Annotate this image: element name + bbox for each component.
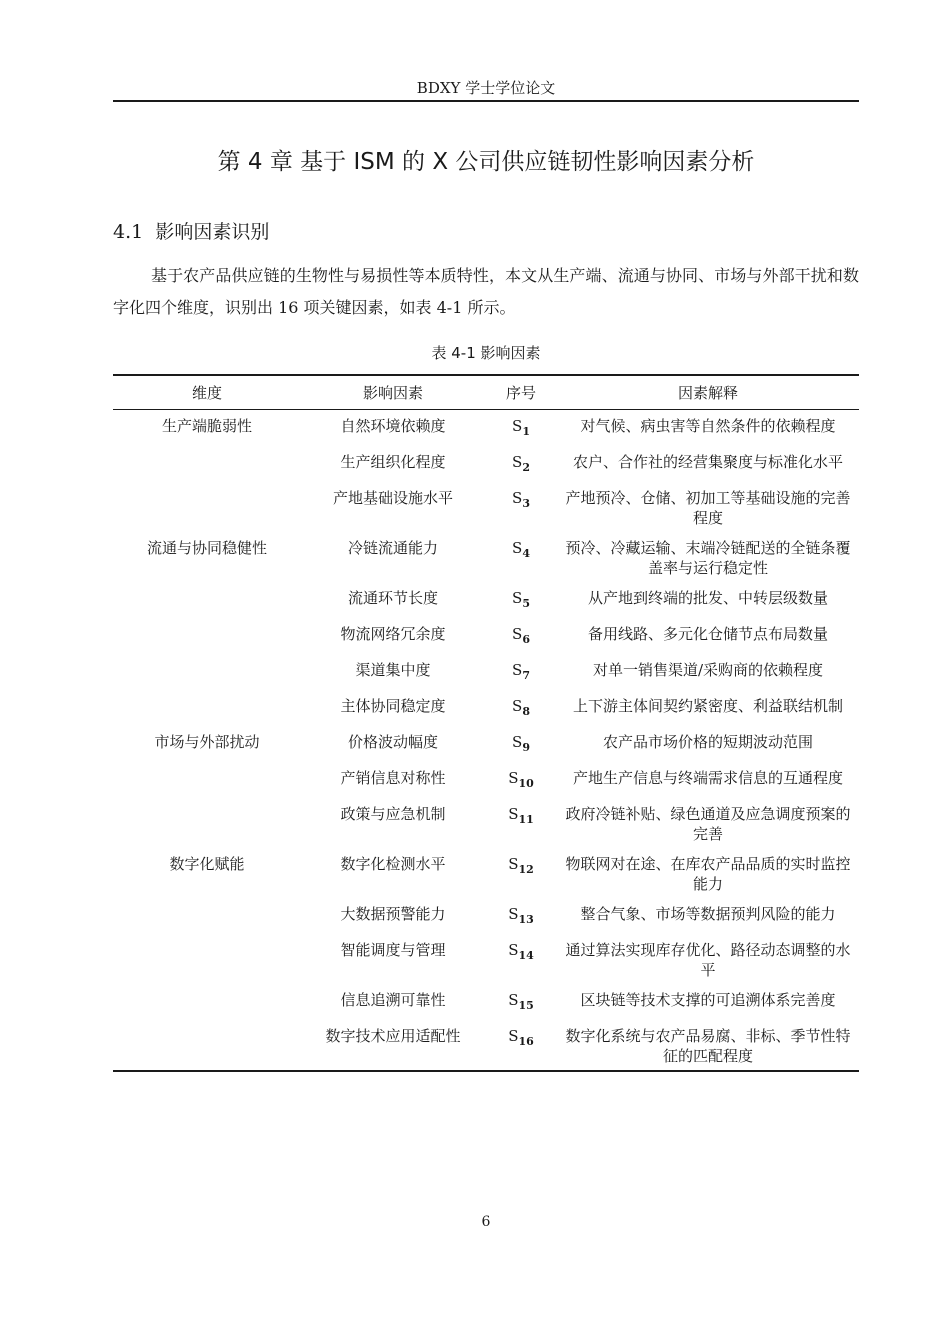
- header-factor: 影响因素: [301, 375, 485, 410]
- cell-id: [485, 654, 557, 690]
- cell-explanation: 产地预冷、仓储、初加工等基础设施的完善程度: [565, 489, 851, 527]
- cell-id: [485, 848, 557, 898]
- id-base: S: [512, 539, 523, 557]
- cell-factor: 物流网络冗余度: [340, 625, 446, 643]
- cell-factor: 渠道集中度: [355, 661, 431, 679]
- cell-explanation: 政府冷链补贴、绿色通道及应急调度预案的完善: [565, 805, 851, 843]
- cell-dimension: 数字化赋能: [169, 855, 245, 873]
- table-row: [113, 446, 859, 482]
- cell-explanation: 通过算法实现库存优化、路径动态调整的水平: [565, 941, 851, 979]
- section-number: 4.1: [113, 221, 144, 243]
- table-row: [113, 654, 859, 690]
- cell-dimension: 流通与协同稳健性: [146, 539, 267, 557]
- id-subscript: 16: [518, 1035, 534, 1048]
- cell-factor: 大数据预警能力: [340, 905, 446, 923]
- header-explanation: 因素解释: [557, 375, 859, 410]
- cell-factor: 数字化检测水平: [340, 855, 446, 873]
- cell-explanation: 预冷、冷藏运输、末端冷链配送的全链条覆盖率与运行稳定性: [565, 539, 851, 577]
- id-subscript: 7: [522, 669, 530, 682]
- cell-explanation: 物联网对在途、在库农产品品质的实时监控能力: [565, 855, 851, 893]
- table-row: [113, 898, 859, 934]
- cell-id: [485, 690, 557, 726]
- cell-explanation: 数字化系统与农产品易腐、非标、季节性特征的匹配程度: [565, 1027, 851, 1065]
- cell-explanation: 农产品市场价格的短期波动范围: [602, 733, 813, 751]
- id-base: S: [512, 589, 523, 607]
- cell-dimension: [113, 798, 301, 848]
- cell-explanation: 对气候、病虫害等自然条件的依赖程度: [580, 417, 836, 435]
- id-subscript: 9: [522, 741, 530, 754]
- cell-id: [485, 984, 557, 1020]
- cell-id: [485, 532, 557, 582]
- cell-explanation: 区块链等技术支撑的可追溯体系完善度: [580, 991, 836, 1009]
- cell-dimension: [113, 582, 301, 618]
- table-row: [113, 848, 859, 898]
- id-subscript: 12: [518, 863, 534, 876]
- cell-factor: 冷链流通能力: [347, 539, 438, 557]
- cell-factor: 数字技术应用适配性: [325, 1027, 461, 1045]
- cell-id: [485, 1020, 557, 1071]
- cell-explanation: 产地生产信息与终端需求信息的互通程度: [572, 769, 843, 787]
- cell-explanation: 从产地到终端的批发、中转层级数量: [587, 589, 828, 607]
- cell-id: [485, 762, 557, 798]
- table-row: [113, 690, 859, 726]
- cell-dimension: [113, 762, 301, 798]
- cell-factor: 价格波动幅度: [347, 733, 438, 751]
- cell-dimension: [113, 1020, 301, 1071]
- cell-explanation: 农户、合作社的经营集聚度与标准化水平: [572, 453, 843, 471]
- cell-factor: 政策与应急机制: [340, 805, 446, 823]
- section-heading: [113, 219, 859, 245]
- cell-id: [485, 446, 557, 482]
- table-row: [113, 1020, 859, 1071]
- table-row: [113, 798, 859, 848]
- cell-dimension: [113, 654, 301, 690]
- table-row: [113, 726, 859, 762]
- id-base: S: [508, 1027, 519, 1045]
- header-id: 序号: [485, 375, 557, 410]
- cell-factor: 产销信息对称性: [340, 769, 446, 787]
- cell-factor: 流通环节长度: [347, 589, 438, 607]
- id-base: S: [512, 661, 523, 679]
- id-subscript: 8: [522, 705, 530, 718]
- cell-factor: 主体协同稳定度: [340, 697, 446, 715]
- cell-id: [485, 482, 557, 532]
- id-base: S: [512, 453, 523, 471]
- id-base: S: [508, 905, 519, 923]
- id-base: S: [508, 805, 519, 823]
- cell-factor: 自然环境依赖度: [340, 417, 446, 435]
- cell-dimension: [113, 618, 301, 654]
- cell-id: [485, 618, 557, 654]
- cell-id: [485, 898, 557, 934]
- cell-dimension: [113, 984, 301, 1020]
- table-header-row: [113, 375, 859, 410]
- id-base: S: [508, 991, 519, 1009]
- table-row: [113, 410, 859, 447]
- cell-id: [485, 410, 557, 447]
- table-caption: 表 4-1 影响因素: [431, 344, 541, 362]
- id-subscript: 1: [522, 425, 530, 438]
- cell-dimension: [113, 446, 301, 482]
- id-subscript: 5: [522, 597, 530, 610]
- id-subscript: 10: [518, 777, 534, 790]
- section-title: 影响因素识别: [155, 221, 270, 243]
- cell-dimension: [113, 934, 301, 984]
- id-base: S: [508, 855, 519, 873]
- table-row: [113, 618, 859, 654]
- table-row: [113, 762, 859, 798]
- id-subscript: 15: [518, 999, 534, 1012]
- cell-dimension: [113, 898, 301, 934]
- table-row: [113, 582, 859, 618]
- id-base: S: [508, 941, 519, 959]
- cell-factor: 产地基础设施水平: [332, 489, 453, 507]
- factors-table: [113, 374, 859, 1072]
- cell-id: [485, 798, 557, 848]
- id-subscript: 4: [522, 547, 530, 560]
- cell-explanation: 上下游主体间契约紧密度、利益联结机制: [572, 697, 843, 715]
- table-row: [113, 532, 859, 582]
- id-subscript: 2: [522, 461, 530, 474]
- id-subscript: 11: [518, 813, 534, 826]
- cell-id: [485, 726, 557, 762]
- body-paragraph: 基于农产品供应链的生物性与易损性等本质特性，本文从生产端、流通与协同、市场与外部干扰和数字化四个维度，识别出 16 项关键因素，如表 4-1 所示。: [113, 266, 859, 317]
- cell-explanation: 对单一销售渠道/采购商的依赖程度: [592, 661, 824, 679]
- id-subscript: 6: [522, 633, 530, 646]
- table-row: [113, 934, 859, 984]
- table-row: [113, 482, 859, 532]
- id-base: S: [512, 697, 523, 715]
- cell-id: [485, 582, 557, 618]
- cell-factor: 生产组织化程度: [340, 453, 446, 471]
- id-subscript: 13: [518, 913, 534, 926]
- cell-dimension: [113, 482, 301, 532]
- header-rule: [113, 100, 859, 102]
- cell-dimension: [113, 690, 301, 726]
- cell-factor: 信息追溯可靠性: [340, 991, 446, 1009]
- table-body: [113, 410, 859, 1072]
- id-base: S: [508, 769, 519, 787]
- cell-dimension: 生产端脆弱性: [161, 417, 252, 435]
- id-base: S: [512, 625, 523, 643]
- cell-dimension: 市场与外部扰动: [154, 733, 260, 751]
- running-header: BDXY 学士学位论文: [416, 79, 556, 97]
- id-base: S: [512, 733, 523, 751]
- id-base: S: [512, 417, 523, 435]
- cell-explanation: 整合气象、市场等数据预判风险的能力: [580, 905, 836, 923]
- cell-explanation: 备用线路、多元化仓储节点布局数量: [587, 625, 828, 643]
- table-row: [113, 984, 859, 1020]
- id-subscript: 14: [518, 949, 534, 962]
- header-dimension: 维度: [113, 375, 301, 410]
- cell-factor: 智能调度与管理: [340, 941, 446, 959]
- id-subscript: 3: [522, 497, 530, 510]
- chapter-title: 第 4 章 基于 ISM 的 X 公司供应链韧性影响因素分析: [217, 149, 755, 175]
- id-base: S: [512, 489, 523, 507]
- cell-id: [485, 934, 557, 984]
- page-number: 6: [481, 1214, 491, 1230]
